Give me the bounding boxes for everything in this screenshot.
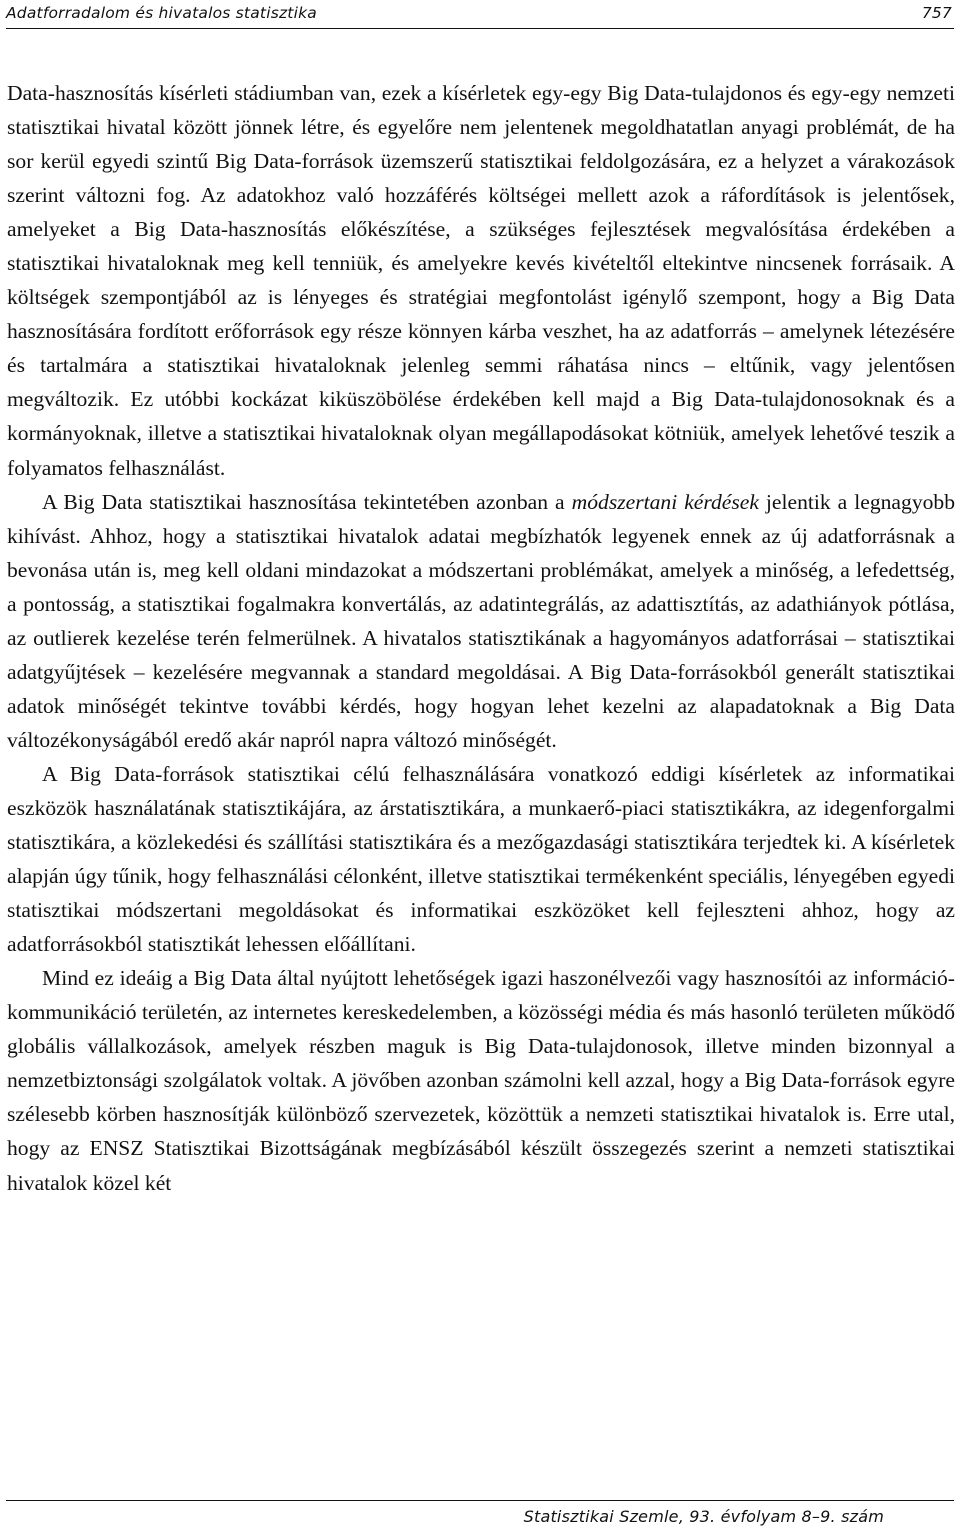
paragraph-4: Mind ez ideáig a Big Data által nyújtott lehetőségek igazi haszonélvezői vagy hasznosítói az információ-kommunikáció területén, az internetes kereskedelemben, a közösségi média és más hasonló területen működő globális vállalkozások, amelyek részben maguk is Big Data-tulajdonosok, illetve minden bizonnyal a nemzetbiztonsági szolgálatok voltak. A jövőben azonban számolni kell azzal, hogy a Big Data-források egyre szélesebb körben hasznosítják különböző szervezetek, közöttük a nemzeti statisztikai hivatalok is. Erre utal, hogy az ENSZ Statisztikai Bizottságának megbízásából készült összegezés szerint a nemzeti statisztikai hivatalok közel két bbox=[7, 966, 955, 1195]
article-body bbox=[7, 76, 955, 1200]
paragraph-2-lead: A Big Data statisztikai hasznosítása tekintetében azonban a bbox=[42, 489, 572, 514]
running-footer bbox=[6, 1500, 954, 1530]
paragraph-1: Data-hasznosítás kísérleti stádiumban van, ezek a kísérletek egy-egy Big Data-tulajdonos és egy-egy nemzeti statisztikai hivatal között jönnek létre, és egyelőre nem jelentenek megoldhatatlan anyagi problémát, de ha sor kerül egyedi szintű Big Data-források üzemszerű statisztikai feldolgozására, ez a helyzet a várakozások szerint változni fog. Az adatokhoz való hozzáférés költségei mellett azok a ráfordítások is jelentősek, amelyeket a Big Data-hasznosítás előkészítése, a szükséges fejlesztések megvalósítása érdekében a statisztikai hivataloknak meg kell tenniük, és amelyekre kevés kivételtől eltekintve nincsenek forrásaik. A költségek szempontjából az is lényeges és stratégiai megfontolást igénylő szempont, hogy a Big Data hasznosítására fordított erőforrások egy része könnyen kárba veszhet, ha az adatforrás – amelynek létezésére és tartalmára a statisztikai hivataloknak jelenleg semmi ráhatása nincs – eltűnik, vagy jelentősen megváltozik. Ez utóbbi kockázat kiküszöbölése érdekében kell majd a Big Data-tulajdonosoknak és a kormányoknak, illetve a statisztikai hivataloknak olyan megállapodásokat kötniük, amelyek lehetővé teszik a folyamatos felhasználást. bbox=[7, 81, 955, 480]
running-header bbox=[6, 0, 954, 29]
paragraph-3: A Big Data-források statisztikai célú felhasználására vonatkozó eddigi kísérletek az informatikai eszközök használatának statisztikájára, az árstatisztikára, a munkaerő-piaci statisztikákra, az idegenforgalmi statisztikára, a közlekedési és szállítási statisztikára és a mezőgazdasági statisztikára terjedtek ki. A kísérletek alapján úgy tűnik, hogy felhasználási célonként, illetve statisztikai termékenként speciális, lényegében egyedi statisztikai módszertani megoldásokat és informatikai eszközöket kell fejleszteni ahhoz, hogy az adatforrásokból statisztikát lehessen előállítani. bbox=[7, 761, 955, 957]
paragraph-2-rest: jelentik a legnagyobb kihívást. Ahhoz, hogy a statisztikai hivatalok adatai megbízhatók legyenek ennek az új adatforrásnak a bevonása után is, meg kell oldani mindazokat a módszertani problémákat, amelyek a minőség, a lefedettség, a pontosság, a statisztikai fogalmakra konvertálás, az adatintegrálás, az adattisztítás, az adathiányok pótlása, az outlierek kezelése terén felmerülnek. A hivatalos statisztikának a hagyományos adatforrásai – statisztikai adatgyűjtések – kezelésére megvannak a standard megoldásai. A Big Data-forrásokból generált statisztikai adatok minőségét tekintve további kérdés, hogy hogyan lehet kezelni az alapadatoknak a Big Data változékonyságából eredő akár napról napra változó minőségét. bbox=[7, 489, 956, 752]
paragraph-2 bbox=[7, 485, 955, 757]
emphasis-methodological-questions: módszertani kérdések bbox=[571, 489, 759, 514]
journal-citation: Statisztikai Szemle, 93. évfolyam 8–9. szám bbox=[523, 1507, 884, 1526]
page-number: 757 bbox=[921, 4, 952, 22]
running-header-title: Adatforradalom és hivatalos statisztika bbox=[6, 4, 317, 22]
